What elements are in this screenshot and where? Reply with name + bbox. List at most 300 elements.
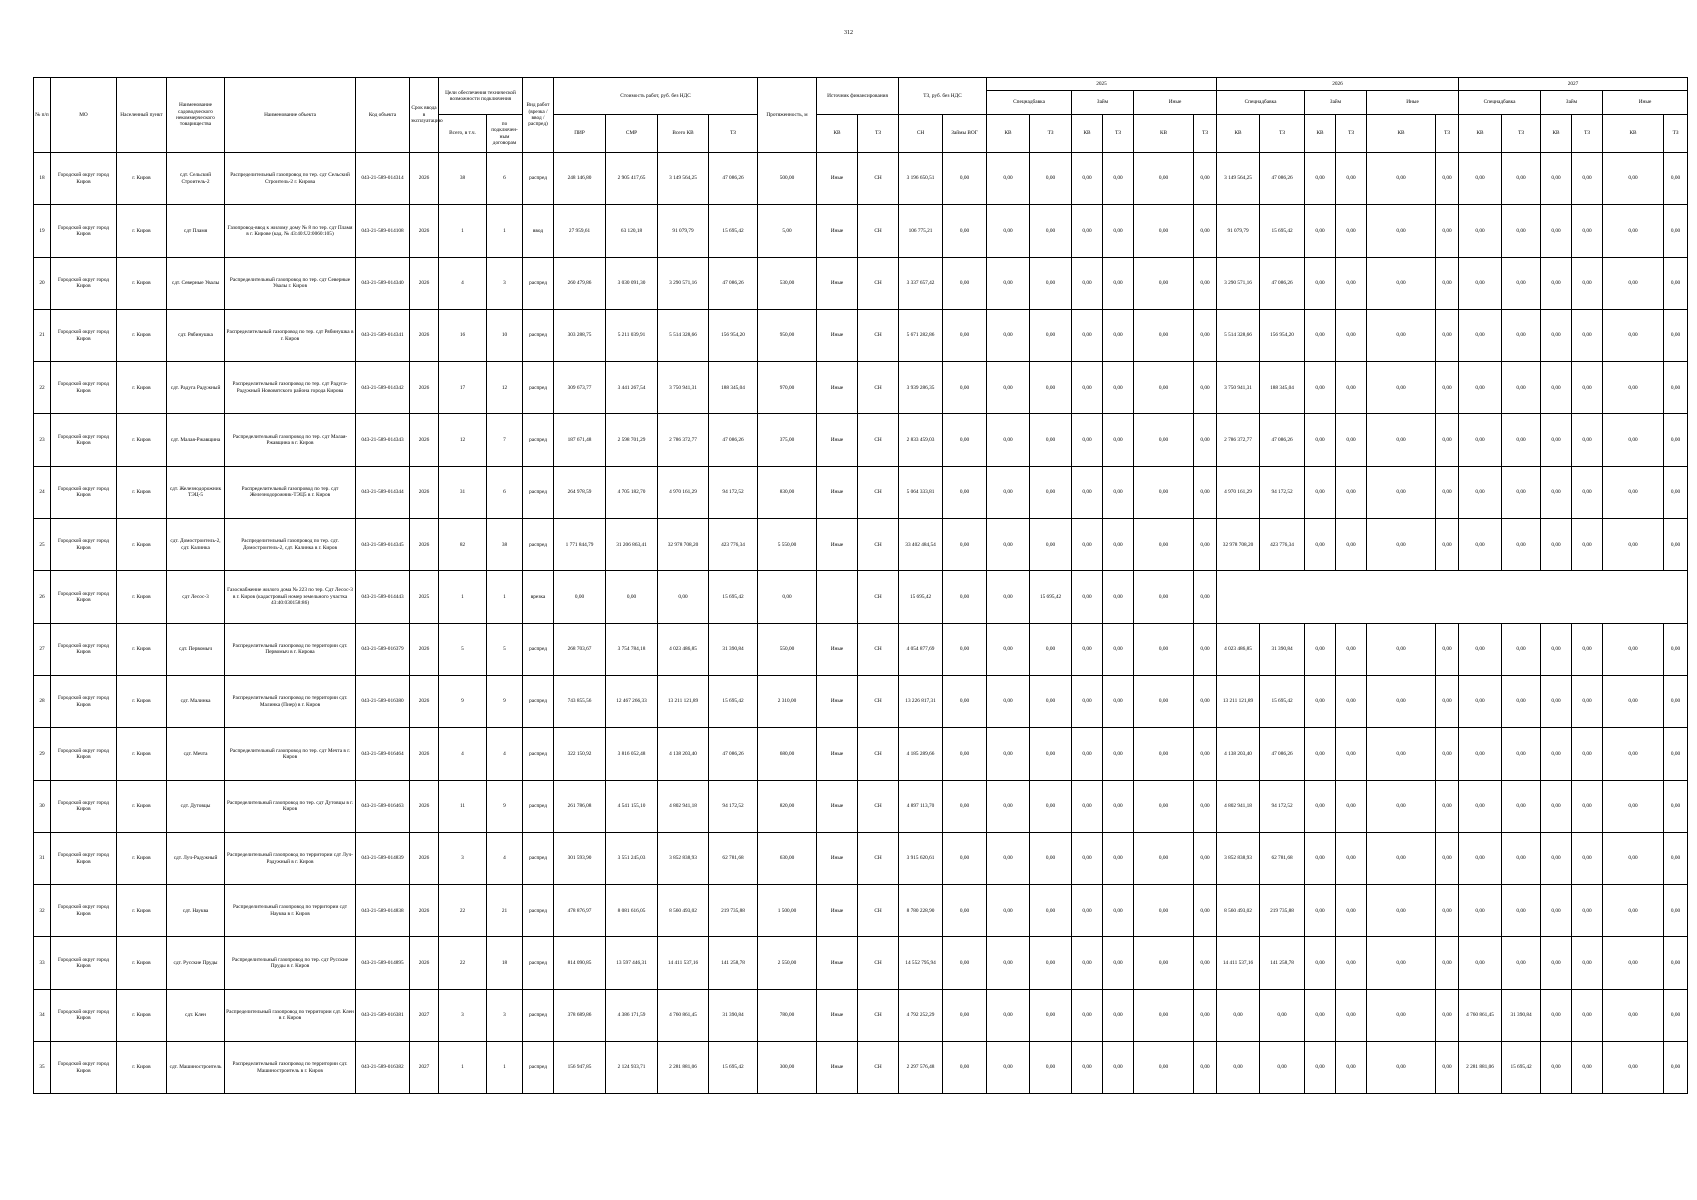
cell-y2026-5: 0,00 — [1436, 362, 1459, 414]
col-tz-group: ТЗ, руб. без НДС — [899, 78, 987, 115]
cell-y2025-2: 0,00 — [1072, 1042, 1103, 1094]
cell-y2027-4: 0,00 — [1603, 989, 1664, 1041]
table-row — [34, 728, 1688, 780]
cell-y2026-2: 0,00 — [1305, 414, 1336, 466]
cell-src-kv: Иные — [817, 309, 858, 361]
cell-pir: 27 959,61 — [554, 205, 606, 257]
cell-contracts: 6 — [487, 153, 523, 205]
cell-y2026-1: 141 258,78 — [1260, 937, 1305, 989]
cell-src-tz: СН — [858, 466, 899, 518]
cell-y2026-4: 0,00 — [1367, 466, 1436, 518]
cell-mo: Городской округ город Киров — [51, 571, 117, 623]
cell-total: 4 — [439, 728, 487, 780]
cell-sn: 106 775,21 — [899, 205, 943, 257]
cell-code: 043-21-589-016463 — [356, 780, 410, 832]
cell-y2026-5: 0,00 — [1436, 309, 1459, 361]
cell-y2027-1: 0,00 — [1502, 466, 1541, 518]
cell-year: 2026 — [410, 832, 439, 884]
cell-no: 35 — [34, 1042, 51, 1094]
cell-y2025-2: 0,00 — [1072, 519, 1103, 571]
cell-code: 043-21-589-016382 — [356, 1042, 410, 1094]
cell-y2027-1: 0,00 — [1502, 937, 1541, 989]
cell-code: 043-21-589-014345 — [356, 519, 410, 571]
cell-src-tz: СН — [858, 885, 899, 937]
cell-y2026-2: 0,00 — [1305, 728, 1336, 780]
cell-y2025-1: 0,00 — [1030, 780, 1072, 832]
cell-snt: сдт. Клен — [167, 989, 225, 1041]
cell-y2026-3: 0,00 — [1336, 309, 1367, 361]
cell-smr: 8 081 616,05 — [606, 885, 658, 937]
cell-code: 043-21-589-016380 — [356, 675, 410, 727]
cell-y2027-0: 0,00 — [1459, 623, 1502, 675]
cell-y2025-4: 0,00 — [1134, 257, 1194, 309]
table-row — [34, 205, 1688, 257]
cell-tz: 47 086,26 — [709, 414, 758, 466]
cell-tz: 94 172,52 — [709, 780, 758, 832]
cell-y2025-0: 0,00 — [987, 309, 1030, 361]
cell-y2026-4: 0,00 — [1367, 623, 1436, 675]
cell-2025-2: 0,00 — [1072, 571, 1103, 623]
cell-len: 0,00 — [758, 571, 817, 623]
cell-name: Распределительный газопровод по тер. сдт Рябинушка в г. Киров — [225, 309, 356, 361]
cell-len: 500,00 — [758, 153, 817, 205]
cell-tz: 15 695,42 — [709, 205, 758, 257]
cell-y2026-0: 0,00 — [1217, 1042, 1260, 1094]
cell-y2027-1: 0,00 — [1502, 414, 1541, 466]
cell-y2026-2: 0,00 — [1305, 989, 1336, 1041]
cell-y2027-3: 0,00 — [1572, 362, 1603, 414]
cell-no: 29 — [34, 728, 51, 780]
cell-total: 1 — [439, 1042, 487, 1094]
cell-y2027-3: 0,00 — [1572, 466, 1603, 518]
cell-y2026-3: 0,00 — [1336, 989, 1367, 1041]
cell-kv: 4 138 203,40 — [658, 728, 709, 780]
cell-total: 17 — [439, 362, 487, 414]
cell-src-kv: Иные — [817, 205, 858, 257]
col-2027-loan: Займ — [1541, 91, 1603, 115]
cell-pir: 264 978,59 — [554, 466, 606, 518]
cell-mo: Городской округ город Киров — [51, 885, 117, 937]
col-settlement: Населенный пункт — [117, 78, 167, 153]
cell-y2026-2: 0,00 — [1305, 832, 1336, 884]
col-year-2025: 2025 — [987, 78, 1217, 91]
cell-src-kv: Иные — [817, 466, 858, 518]
cell-type: распред — [523, 466, 554, 518]
cell-type: распред — [523, 885, 554, 937]
cell-y2025-3: 0,00 — [1103, 257, 1134, 309]
cell-y2027-0: 0,00 — [1459, 362, 1502, 414]
table-row — [34, 1042, 1688, 1094]
cell-y2025-3: 0,00 — [1103, 362, 1134, 414]
cell-y2026-4: 0,00 — [1367, 1042, 1436, 1094]
cell-y2027-0: 2 281 881,06 — [1459, 1042, 1502, 1094]
cell-y2026-0: 14 411 537,16 — [1217, 937, 1260, 989]
cell-snt: сдт. Северные Увалы — [167, 257, 225, 309]
table-row — [34, 571, 1688, 623]
cell-y2027-1: 0,00 — [1502, 205, 1541, 257]
cell-src-tz: СН — [858, 675, 899, 727]
cell-y2027-3: 0,00 — [1572, 937, 1603, 989]
cell-y2025-2: 0,00 — [1072, 414, 1103, 466]
cell-y2025-4: 0,00 — [1134, 937, 1194, 989]
cell-y2027-2: 0,00 — [1541, 675, 1572, 727]
cell-y2027-1: 0,00 — [1502, 519, 1541, 571]
cell-vog: 0,00 — [943, 885, 987, 937]
cell-type: врезка — [523, 571, 554, 623]
cell-y2025-2: 0,00 — [1072, 728, 1103, 780]
col-2025-loan-kv: КВ — [1072, 115, 1103, 153]
cell-kv: 4 802 941,18 — [658, 780, 709, 832]
cell-y2027-4: 0,00 — [1603, 205, 1664, 257]
cell-len: 375,00 — [758, 414, 817, 466]
cell-total: 38 — [439, 153, 487, 205]
cell-snt: сдт. Первомыч — [167, 623, 225, 675]
cell-src-tz: СН — [858, 153, 899, 205]
cell-y2026-3: 0,00 — [1336, 153, 1367, 205]
cell-y2027-5: 0,00 — [1664, 466, 1688, 518]
cell-y2026-3: 0,00 — [1336, 414, 1367, 466]
cell-y2027-0: 0,00 — [1459, 728, 1502, 780]
cell-sn: 15 695,42 — [899, 571, 943, 623]
cell-code: 043-21-589-014340 — [356, 257, 410, 309]
cell-y2026-5: 0,00 — [1436, 466, 1459, 518]
cell-snt: сдт Пламя — [167, 205, 225, 257]
cell-y2027-2: 0,00 — [1541, 519, 1572, 571]
cell-y2027-4: 0,00 — [1603, 623, 1664, 675]
cell-y2025-0: 0,00 — [987, 989, 1030, 1041]
col-total-kv: Всего КВ — [658, 115, 709, 153]
cell-np: г. Киров — [117, 205, 167, 257]
cell-y2027-0: 0,00 — [1459, 309, 1502, 361]
cell-kv: 13 211 121,89 — [658, 675, 709, 727]
table-row — [34, 466, 1688, 518]
cell-smr: 3 816 052,48 — [606, 728, 658, 780]
cell-src-kv: Иные — [817, 257, 858, 309]
cell-pir: 156 947,85 — [554, 1042, 606, 1094]
cell-no: 26 — [34, 571, 51, 623]
cell-y2025-0: 0,00 — [987, 728, 1030, 780]
cell-y2025-2: 0,00 — [1072, 623, 1103, 675]
cell-contracts: 4 — [487, 832, 523, 884]
cell-y2027-1: 0,00 — [1502, 362, 1541, 414]
cell-sn: 14 552 795,94 — [899, 937, 943, 989]
table-row — [34, 780, 1688, 832]
cell-y2025-0: 0,00 — [987, 623, 1030, 675]
cell-y2025-3: 0,00 — [1103, 623, 1134, 675]
cell-vog: 0,00 — [943, 414, 987, 466]
cell-y2026-5: 0,00 — [1436, 205, 1459, 257]
cell-vog: 0,00 — [943, 466, 987, 518]
cell-y2027-5: 0,00 — [1664, 780, 1688, 832]
cell-y2027-5: 0,00 — [1664, 153, 1688, 205]
cell-total: 9 — [439, 675, 487, 727]
cell-y2027-4: 0,00 — [1603, 519, 1664, 571]
cell-smr: 13 597 446,31 — [606, 937, 658, 989]
cell-np: г. Киров — [117, 1042, 167, 1094]
cell-y2026-5: 0,00 — [1436, 780, 1459, 832]
cell-y2025-4: 0,00 — [1134, 675, 1194, 727]
cell-2025-4: 0,00 — [1134, 571, 1194, 623]
cell-no: 31 — [34, 832, 51, 884]
cell-y2025-0: 0,00 — [987, 937, 1030, 989]
cell-y2026-3: 0,00 — [1336, 780, 1367, 832]
cell-y2027-4: 0,00 — [1603, 414, 1664, 466]
cell-type: распред — [523, 257, 554, 309]
cell-type: распред — [523, 1042, 554, 1094]
cell-y2026-1: 15 695,42 — [1260, 205, 1305, 257]
cell-contracts: 18 — [487, 937, 523, 989]
cell-y2025-1: 0,00 — [1030, 362, 1072, 414]
cell-code: 043-21-589-014343 — [356, 414, 410, 466]
col-2026-special-kv: КВ — [1217, 115, 1260, 153]
cell-kv: 2 281 881,06 — [658, 1042, 709, 1094]
cell-src-kv: Иные — [817, 519, 858, 571]
cell-mo: Городской округ город Киров — [51, 414, 117, 466]
cell-contracts: 12 — [487, 362, 523, 414]
cell-y2027-3: 0,00 — [1572, 153, 1603, 205]
cell-vog: 0,00 — [943, 989, 987, 1041]
table-row — [34, 675, 1688, 727]
cell-contracts: 38 — [487, 519, 523, 571]
cell-y2025-4: 0,00 — [1134, 1042, 1194, 1094]
cell-y2026-4: 0,00 — [1367, 414, 1436, 466]
cell-snt: сдт. Мечта — [167, 728, 225, 780]
cell-name: Распределительный газопровод по тер. сдт Дутовцы в г. Киров — [225, 780, 356, 832]
cell-type: распред — [523, 414, 554, 466]
cell-pir: 301 593,90 — [554, 832, 606, 884]
cell-y2025-1: 0,00 — [1030, 989, 1072, 1041]
cell-y2025-3: 0,00 — [1103, 205, 1134, 257]
cell-y2026-0: 91 079,79 — [1217, 205, 1260, 257]
table-row — [34, 989, 1688, 1041]
cell-name: Газопровод-ввод к жилому дому № 8 по тер. сдт Пламя в г. Кирове (кад. № 43:40:U2:0060:105) — [225, 205, 356, 257]
cell-y2027-4: 0,00 — [1603, 728, 1664, 780]
cell-y2026-5: 0,00 — [1436, 989, 1459, 1041]
cell-y2026-4: 0,00 — [1367, 153, 1436, 205]
cell-y2026-2: 0,00 — [1305, 362, 1336, 414]
cell-contracts: 1 — [487, 205, 523, 257]
cell-y2026-2: 0,00 — [1305, 257, 1336, 309]
table-row — [34, 519, 1688, 571]
cell-smr: 4 386 171,59 — [606, 989, 658, 1041]
cell-sn: 8 780 228,90 — [899, 885, 943, 937]
cell-name: Распределительный газопровод по территории сдт Луч-Радужный в г. Киров — [225, 832, 356, 884]
cell-y2025-1: 0,00 — [1030, 205, 1072, 257]
cell-sn: 33 402 484,54 — [899, 519, 943, 571]
cell-kv: 14 411 537,16 — [658, 937, 709, 989]
cell-code: 043-21-589-014838 — [356, 885, 410, 937]
cell-y2026-1: 423 776,34 — [1260, 519, 1305, 571]
cell-y2027-2: 0,00 — [1541, 414, 1572, 466]
cell-snt: сдт Лесос-3 — [167, 571, 225, 623]
cell-kv: 91 079,79 — [658, 205, 709, 257]
cell-name: Распределительный газопровод по тер. сдт Радуга-Радужный Нововятского района города Кирова — [225, 362, 356, 414]
cell-y2026-4: 0,00 — [1367, 519, 1436, 571]
cell-y2026-0: 3 290 571,16 — [1217, 257, 1260, 309]
cell-y2026-5: 0,00 — [1436, 414, 1459, 466]
cell-y2025-2: 0,00 — [1072, 675, 1103, 727]
cell-y2026-5: 0,00 — [1436, 519, 1459, 571]
cell-tz: 156 954,20 — [709, 309, 758, 361]
cell-total: 11 — [439, 780, 487, 832]
cell-y2025-4: 0,00 — [1134, 205, 1194, 257]
cell-mo: Городской округ город Киров — [51, 780, 117, 832]
cell-kv: 3 290 571,16 — [658, 257, 709, 309]
table-row — [34, 937, 1688, 989]
cell-name: Распределительный газопровод по тер. сдт Сельский Строитель-2 г. Кирова — [225, 153, 356, 205]
cell-y2026-4: 0,00 — [1367, 832, 1436, 884]
cell-mo: Городской округ город Киров — [51, 1042, 117, 1094]
cell-y2025-4: 0,00 — [1134, 728, 1194, 780]
cell-y2025-5: 0,00 — [1194, 519, 1217, 571]
cell-y2027-2: 0,00 — [1541, 1042, 1572, 1094]
cell-pir: 0,00 — [554, 571, 606, 623]
cell-smr: 2 598 701,29 — [606, 414, 658, 466]
cell-type: распред — [523, 675, 554, 727]
cell-y2025-5: 0,00 — [1194, 153, 1217, 205]
cell-y2026-2: 0,00 — [1305, 309, 1336, 361]
cell-year: 2026 — [410, 153, 439, 205]
cell-y2025-4: 0,00 — [1134, 362, 1194, 414]
col-2025-special-kv: КВ — [987, 115, 1030, 153]
cell-mo: Городской округ город Киров — [51, 257, 117, 309]
cell-src-kv: Иные — [817, 1042, 858, 1094]
cell-pir: 322 150,92 — [554, 728, 606, 780]
cell-src-tz: СН — [858, 1042, 899, 1094]
cell-y2027-0: 0,00 — [1459, 675, 1502, 727]
cell-y2026-0: 3 852 838,93 — [1217, 832, 1260, 884]
cell-y2027-5: 0,00 — [1664, 1042, 1688, 1094]
cell-y2026-3: 0,00 — [1336, 832, 1367, 884]
cell-y2026-1: 94 172,52 — [1260, 466, 1305, 518]
cell-y2026-4: 0,00 — [1367, 885, 1436, 937]
cell-pir: 261 786,08 — [554, 780, 606, 832]
cell-y2027-2: 0,00 — [1541, 257, 1572, 309]
cell-y2025-1: 0,00 — [1030, 623, 1072, 675]
cell-vog: 0,00 — [943, 623, 987, 675]
cell-mo: Городской округ город Киров — [51, 466, 117, 518]
cell-y2027-2: 0,00 — [1541, 205, 1572, 257]
cell-y2025-1: 0,00 — [1030, 414, 1072, 466]
cell-y2027-0: 0,00 — [1459, 937, 1502, 989]
cell-sn: 4 897 113,70 — [899, 780, 943, 832]
cell-y2025-5: 0,00 — [1194, 309, 1217, 361]
cell-y2025-5: 0,00 — [1194, 989, 1217, 1041]
cell-y2027-1: 0,00 — [1502, 780, 1541, 832]
cell-y2026-2: 0,00 — [1305, 675, 1336, 727]
col-2027-other-tz: ТЗ — [1664, 115, 1688, 153]
cell-tz: 31 390,84 — [709, 989, 758, 1041]
cell-y2027-4: 0,00 — [1603, 466, 1664, 518]
cell-len: 970,00 — [758, 362, 817, 414]
cell-contracts: 9 — [487, 780, 523, 832]
cell-vog: 0,00 — [943, 362, 987, 414]
cell-y2027-5: 0,00 — [1664, 989, 1688, 1041]
cell-y2026-2: 0,00 — [1305, 623, 1336, 675]
col-2026-special-tz: ТЗ — [1260, 115, 1305, 153]
cell-type: распред — [523, 937, 554, 989]
cell-y2026-0: 3 149 564,25 — [1217, 153, 1260, 205]
cell-np: г. Киров — [117, 675, 167, 727]
cell-year: 2026 — [410, 937, 439, 989]
cell-pir: 248 146,80 — [554, 153, 606, 205]
cell-len: 680,00 — [758, 728, 817, 780]
cell-y2025-5: 0,00 — [1194, 414, 1217, 466]
cell-np: г. Киров — [117, 153, 167, 205]
cell-name: Распределительный газопровод по тер. сдт Мечта в г. Киров — [225, 728, 356, 780]
cell-no: 25 — [34, 519, 51, 571]
cell-empty-years — [1217, 571, 1688, 623]
cell-sn: 3 196 650,51 — [899, 153, 943, 205]
cell-y2025-0: 0,00 — [987, 466, 1030, 518]
cell-src-kv: Иные — [817, 362, 858, 414]
cell-y2025-4: 0,00 — [1134, 519, 1194, 571]
cell-y2027-5: 0,00 — [1664, 675, 1688, 727]
cell-src-tz: СН — [858, 362, 899, 414]
cell-y2025-5: 0,00 — [1194, 728, 1217, 780]
cell-np: г. Киров — [117, 885, 167, 937]
gasification-table — [33, 77, 1688, 1094]
cell-name: Распределительный газопровод по тер. сдт. Домостроитель-2, сдт. Калинка в г. Киров — [225, 519, 356, 571]
cell-len: 780,00 — [758, 989, 817, 1041]
cell-y2025-5: 0,00 — [1194, 623, 1217, 675]
cell-tz: 188 345,04 — [709, 362, 758, 414]
cell-y2026-3: 0,00 — [1336, 937, 1367, 989]
cell-snt: сдт. Малая-Ржавщина — [167, 414, 225, 466]
cell-y2027-1: 0,00 — [1502, 832, 1541, 884]
cell-y2027-3: 0,00 — [1572, 205, 1603, 257]
cell-y2025-4: 0,00 — [1134, 623, 1194, 675]
cell-contracts: 3 — [487, 257, 523, 309]
cell-y2025-0: 0,00 — [987, 519, 1030, 571]
cell-pir: 478 876,97 — [554, 885, 606, 937]
cell-np: г. Киров — [117, 257, 167, 309]
cell-y2025-2: 0,00 — [1072, 153, 1103, 205]
cell-name: Распределительный газопровод по территории сдт. Малинка (Пиер) в г. Киров — [225, 675, 356, 727]
cell-smr: 3 754 784,18 — [606, 623, 658, 675]
cell-y2026-4: 0,00 — [1367, 205, 1436, 257]
cell-y2027-2: 0,00 — [1541, 362, 1572, 414]
cell-year: 2027 — [410, 1042, 439, 1094]
cell-kv: 0,00 — [658, 571, 709, 623]
cell-y2026-1: 47 086,26 — [1260, 153, 1305, 205]
cell-y2025-1: 0,00 — [1030, 675, 1072, 727]
col-2026-other-tz: ТЗ — [1436, 115, 1459, 153]
cell-y2027-1: 0,00 — [1502, 309, 1541, 361]
cell-y2027-1: 0,00 — [1502, 885, 1541, 937]
cell-y2026-5: 0,00 — [1436, 623, 1459, 675]
col-source-tz: ТЗ — [858, 115, 899, 153]
cell-y2025-5: 0,00 — [1194, 257, 1217, 309]
cell-snt: сдт. Рябинушка — [167, 309, 225, 361]
cell-no: 22 — [34, 362, 51, 414]
cell-y2025-0: 0,00 — [987, 832, 1030, 884]
cell-y2026-1: 62 781,68 — [1260, 832, 1305, 884]
cell-y2025-2: 0,00 — [1072, 989, 1103, 1041]
cell-mo: Городской округ город Киров — [51, 519, 117, 571]
cell-name: Распределительный газопровод по тер. сдт Северные Увалы г. Киров — [225, 257, 356, 309]
cell-y2025-3: 0,00 — [1103, 466, 1134, 518]
cell-y2026-3: 0,00 — [1336, 466, 1367, 518]
cell-smr: 2 905 417,65 — [606, 153, 658, 205]
cell-y2027-0: 0,00 — [1459, 832, 1502, 884]
cell-smr: 63 120,18 — [606, 205, 658, 257]
cell-vog: 0,00 — [943, 309, 987, 361]
cell-y2026-3: 0,00 — [1336, 675, 1367, 727]
cell-len: 5,00 — [758, 205, 817, 257]
cell-contracts: 5 — [487, 623, 523, 675]
col-year-2027: 2027 — [1459, 78, 1688, 91]
